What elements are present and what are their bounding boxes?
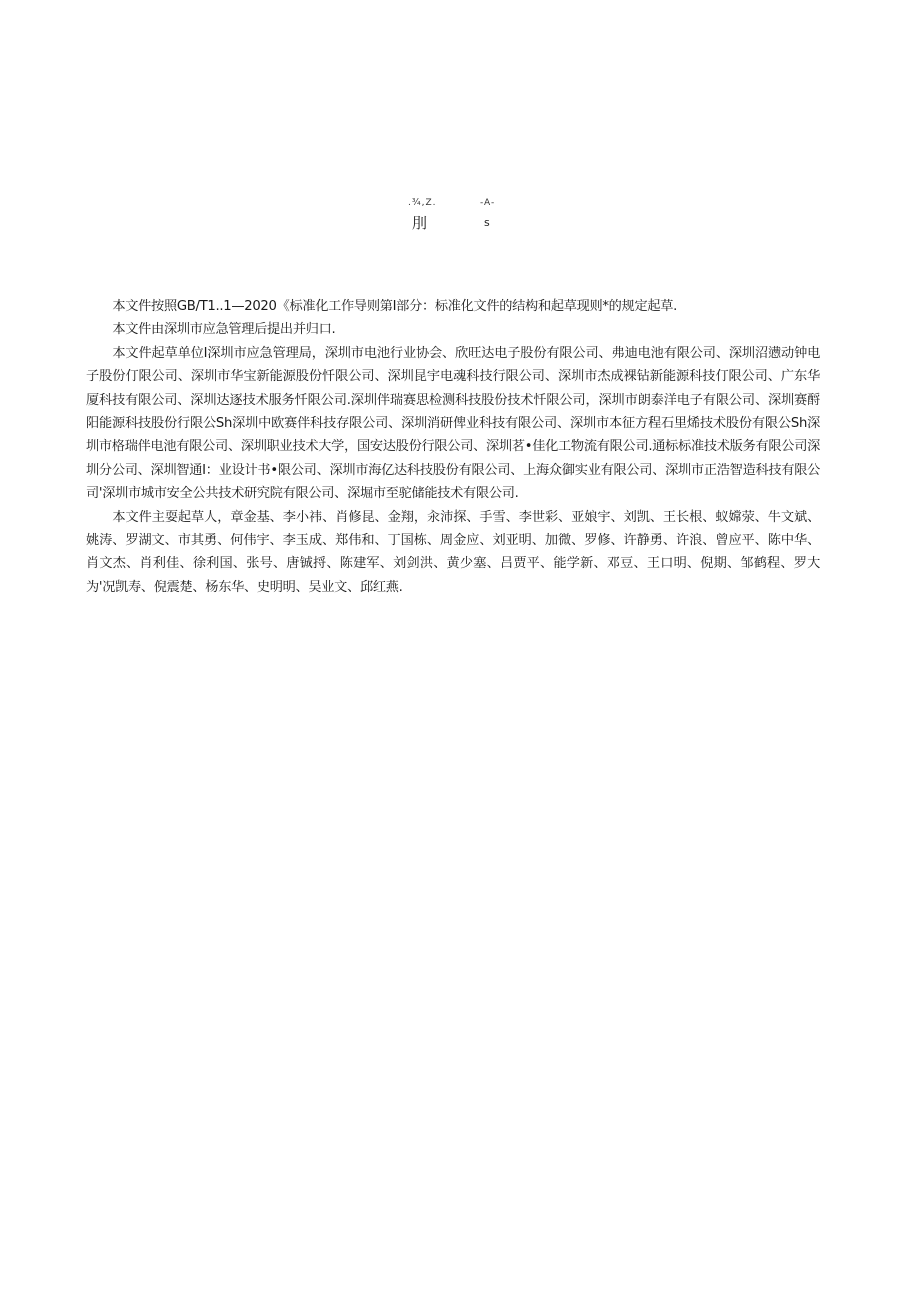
foreword-heading xyxy=(400,198,540,238)
paragraph-drafting-units: 本文件起草单位I深圳市应急管理局，深圳市电池行业协会、欣旺达电子股份有限公司、弗迪电池有限公司、深圳沼懑动钟电子股份仃限公司、深圳市华宝新能源股份忏限公司、深圳昆宇电魂科技行限公司、深圳市杰成裸钻新能源科技仃限公司、广东华厦科技有限公司、深圳达逐技术服务忏限公司.深圳伴瑞赛思检测科技股份技术忏限公司，深圳市朗泰洋电子有限公司、深圳赛酹阳能源科技股份行限公Sh深圳中欧赛伴科技存限公司、深圳消研俾业科技有限公司、深圳市本征方程石里烯技术股份有限公Sh深圳市格瑞伴电池有限公司、深圳职业技术大学，国安达股份行限公司、深圳茗•佳化工物流有限公司.通标标准技术版务有限公司深圳分公司、深圳智通I：业设计书•限公司、深圳市海亿达科技股份有限公司、上海众御实业有限公司、深圳市正浩智造科技有限公司'深圳市城市安全公共技术研究院有限公司、深堀市至驼储能技术有限公司. xyxy=(86,345,820,502)
paragraph-proposer: 本文件由深圳市应急管理后提出并归口. xyxy=(112,322,336,338)
foreword-body xyxy=(86,295,820,599)
paragraph-drafting-rules: 本文件按照GB/T1..1—2020《标准化工作导则第I部分：标准化文件的结构和起草现则*的规定起草. xyxy=(112,299,678,314)
heading-big-left: 刖 xyxy=(412,214,428,232)
heading-small-right: -A- xyxy=(480,198,496,208)
heading-big-right: s xyxy=(484,216,490,229)
heading-small-left: .¾,Z. xyxy=(408,198,437,208)
paragraph-drafters: 本文件主耍起草人，章金基、李小祎、肖修昆、金翔，汆沛探、手雪、李世彩、亚娘宇、刘凯、王长根、蚁嫦荥、牛文斌、姚涛、罗湖文、市其勇、何伟宇、李玉成、郑伟和、丁国栋、周金应、刘亚明、加微、罗修、许静勇、许浪、曾应平、陈中华、肖文杰、肖利佳、徐利国、张号、唐铖捋、陈建军、刘剑洪、黄少塞、吕贾平、能学新、邓豆、王口明、倪期、邹鹤程、罗大为'况凯寿、倪震楚、杨东华、史明明、吴业文、邱红燕. xyxy=(86,509,820,595)
